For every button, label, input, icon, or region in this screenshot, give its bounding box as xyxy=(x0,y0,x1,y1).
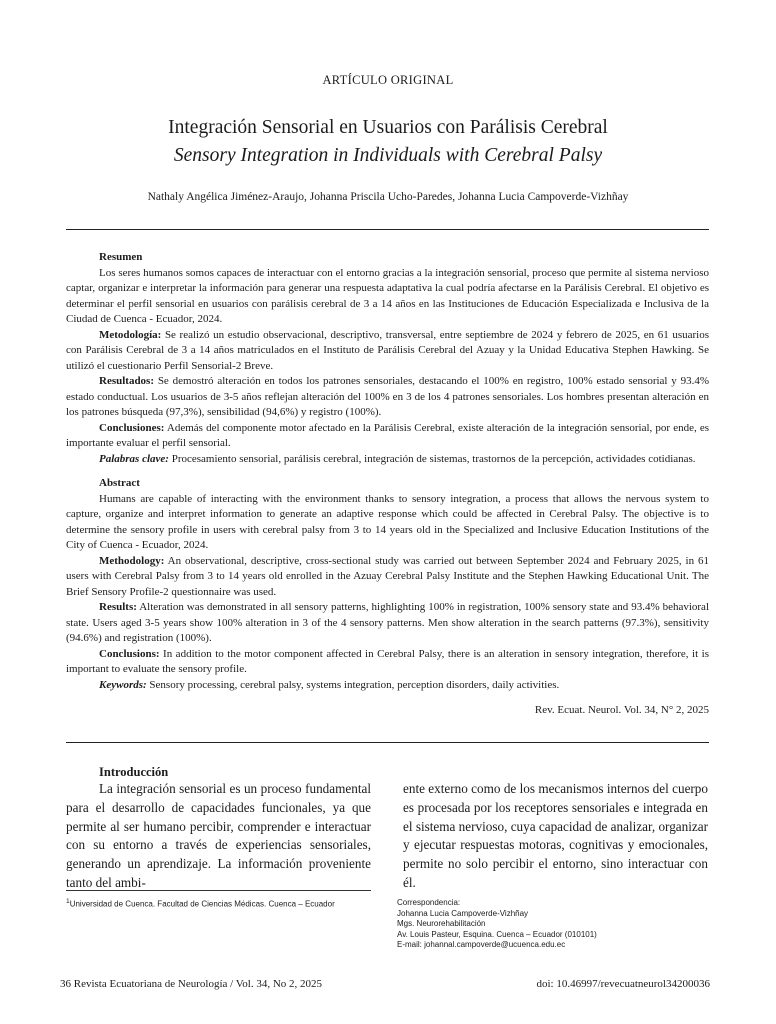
title-english: Sensory Integration in Individuals with Cerebral Palsy xyxy=(173,145,603,166)
abstract-heading: Abstract xyxy=(99,477,140,489)
correspondence-degree: Mgs. Neurorehabilitación xyxy=(397,919,486,928)
resumen-resultados xyxy=(66,374,709,421)
metodologia-text: Se realizó un estudio observacional, descriptivo, transversal, entre septiembre de 2024 y febrero de 2025, en 61 usuarios con Parálisis Cerebral de 3 a 14 años matriculados en el Instituto de Parálisis Cerebral del Azuay y la Unidad Educativa Stephen Hawking. Se utilizó el cuestionario Perfil Sensorial-2 Breve. xyxy=(66,328,709,372)
intro-column-right xyxy=(403,780,708,893)
metodologia-label: Metodología: xyxy=(99,328,162,341)
keywords-label: Keywords: xyxy=(99,678,147,691)
top-divider xyxy=(66,229,709,230)
resultados-text: Se demostró alteración en todos los patrones sensoriales, destacando el 100% en registro, 100% estado sensorial y 93.4% estado conductual. Los usuarios de 3-5 años reflejan alteración del 100% en 3 de los 4 patrones sensoriales. Los hombres presentan alteración en los patrones búsqueda (97,3%), sensibilidad (94,6%) y registro (100%). xyxy=(66,375,709,418)
resumen-heading: Resumen xyxy=(99,251,143,263)
journal-citation: Rev. Ecuat. Neurol. Vol. 34, N° 2, 2025 xyxy=(534,704,709,716)
conclusions-text: In addition to the motor component affected in Cerebral Palsy, there is an alteration in sensory integration, therefore, it is important to evaluate the sensory profile. xyxy=(66,647,709,675)
resumen-conclusiones xyxy=(66,421,709,452)
correspondence-email: E-mail: johannal.campoverde@ucuenca.edu.ec xyxy=(397,940,566,949)
abstract-keywords xyxy=(66,678,709,694)
correspondence-address: Av. Louis Pasteur, Esquina. Cuenca – Ecuador (010101) xyxy=(397,929,597,939)
footnote-marker: 1 xyxy=(66,898,70,905)
conclusions-label: Conclusions: xyxy=(99,647,160,660)
results-label: Results: xyxy=(99,601,137,613)
resumen-intro: Los seres humanos somos capaces de interactuar con el entorno gracias a la integración sensorial, proceso que permite al sistema nervioso captar, organizar e interpretar la información para generar una respuesta adaptativa la cual podría afectarse en la Parálisis Cerebral. El objetivo es determinar el perfil sensorial en usuarios con parálisis cerebral de 3 a 14 años en las Instituciones de Educación Especializada e Inclusiva de la Ciudad de Cuenca - Ecuador, 2024. xyxy=(66,266,709,325)
affiliation-footnote xyxy=(66,898,335,909)
results-text: Alteration was demonstrated in all sensory patterns, highlighting 100% in registration, 100% sensory state and 93.4% behavioral state. Users aged 3-5 years show 100% alteration in 3 of the 4 sensory patterns. Men show alteration in the search patterns (97.3%), sensitivity (94.6%) and registration (100%). xyxy=(66,601,709,644)
palabras-clave-text: Procesamiento sensorial, parálisis cerebral, integración de sistemas, trastornos de la percepción, actividades cotidianas. xyxy=(168,452,696,465)
conclusiones-text: Además del componente motor afectado en la Parálisis Cerebral, existe alteración de la integración sensorial, por ende, es importante evaluar el perfil sensorial. xyxy=(66,421,709,449)
palabras-clave-label: Palabras clave: xyxy=(99,452,169,465)
resumen-section xyxy=(66,250,709,467)
footer-doi: doi: 10.46997/revecuatneurol34200036 xyxy=(536,978,710,990)
author-list: Nathaly Angélica Jiménez-Araujo, Johanna Priscila Ucho-Paredes, Johanna Lucia Campoverde-Vizhñay xyxy=(147,191,629,203)
methodology-text: An observational, descriptive, cross-sectional study was carried out between September 2024 and February 2025, in 61 users with Cerebral Palsy from 3 to 14 years old enrolled in the Azuay Cerebral Palsy Institute and the Stephen Hawking Educational Unit. The Brief Sensory Profile-2 questionnaire was used. xyxy=(66,554,709,598)
correspondence-label: Correspondencia: xyxy=(397,898,461,907)
footnote-divider xyxy=(66,890,371,891)
title-spanish: Integración Sensorial en Usuarios con Parálisis Cerebral xyxy=(168,117,608,138)
bottom-divider xyxy=(66,742,709,743)
affiliation-text: Universidad de Cuenca. Facultad de Ciencias Médicas. Cuenca – Ecuador xyxy=(69,899,335,909)
abstract-results xyxy=(66,600,709,647)
keywords-text: Sensory processing, cerebral palsy, systems integration, perception disorders, daily activities. xyxy=(146,678,560,691)
resultados-label: Resultados: xyxy=(99,375,155,387)
article-type-label: ARTÍCULO ORIGINAL xyxy=(322,73,454,87)
methodology-label: Methodology: xyxy=(99,554,165,567)
abstract-methodology xyxy=(66,554,709,601)
introduccion-heading: Introducción xyxy=(99,765,169,779)
intro-paragraph-right: ente externo como de los mecanismos internos del cuerpo es procesada por los receptores sensoriales e integrada en el sistema nervioso, cuya capacidad de analizar, organizar y ejecutar respuestas motoras, cognitivas y emocionales, permite no solo percibir el entorno, sino interactuar con él. xyxy=(403,781,708,890)
resumen-metodologia xyxy=(66,328,709,375)
abstract-conclusions xyxy=(66,647,709,678)
intro-paragraph-left: La integración sensorial es un proceso fundamental para el desarrollo de capacidades funcionales, ya que permite al ser humano percibir, comprender e interactuar con su entorno a través de experiencias sensoriales, generando un aprendizaje. La información proveniente tanto del ambi- xyxy=(66,781,371,890)
abstract-intro: Humans are capable of interacting with the environment thanks to sensory integration, a process that allows the nervous system to capture, organize and interpret information to generate an adaptive response which could be affected in Cerebral Palsy. The objective is to determine the sensory profile in users with cerebral palsy from 3 to 14 years old in the Specialized and Inclusive Education Institutions of the City of Cuenca - Ecuador, 2024. xyxy=(66,492,709,551)
correspondence-block xyxy=(397,898,597,951)
intro-column-left xyxy=(66,764,371,893)
correspondence-name: Johanna Lucia Campoverde-Vizhñay xyxy=(397,908,529,918)
footer-journal: 36 Revista Ecuatoriana de Neurología / Vol. 34, No 2, 2025 xyxy=(60,978,323,990)
conclusiones-label: Conclusiones: xyxy=(99,421,165,434)
abstract-section xyxy=(66,476,709,693)
resumen-keywords xyxy=(66,452,709,468)
